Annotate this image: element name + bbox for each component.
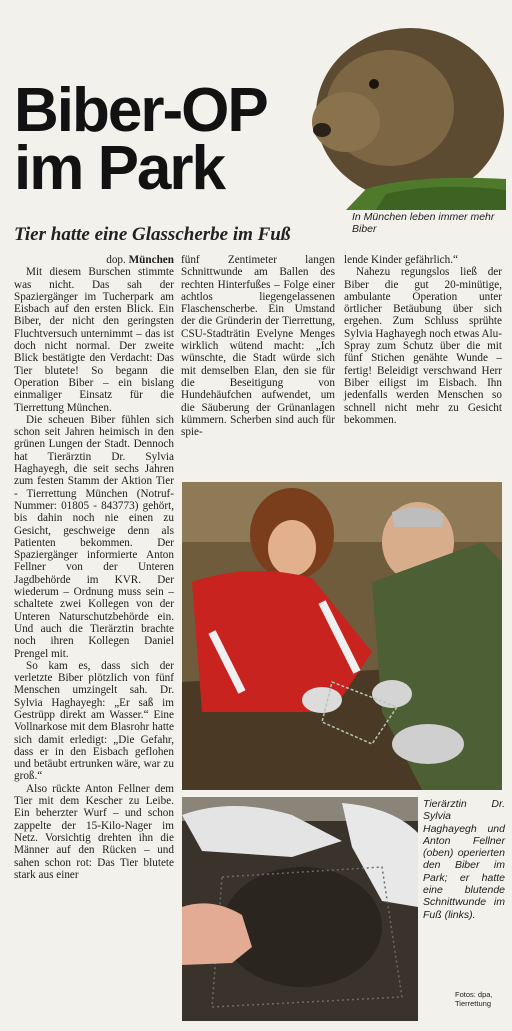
rescue-photo <box>182 482 502 790</box>
photo-caption: Tierärztin Dr. Sylvia Haghayegh und Anton Fellner (oben) operierten den Biber im Park; er hatte eine blutende Schnittwunde im Fuß (links). <box>423 798 505 921</box>
paragraph: So kam es, dass sich der verletzte Biber plötzlich von fünf Menschen umzingelt sah. Dr. Sylvia Haghayegh: „Er saß im Gestrüpp direkt am Wasser.“ Eine Vollnarkose mit dem Blasrohr hatte sich damit erledigt: „Die Gefahr, dass er in den Eisbach geflohen und betäubt ertrunken wäre, war zu groß.“ <box>14 659 174 783</box>
paragraph: Die scheuen Biber fühlen sich schon seit Jahren heimisch in den grünen Lungen der Stadt. Dennoch hat Tierärztin Dr. Sylvia Haghayegh, die seit sechs Jahren zum festen Stamm der Aktion Tier - Tierrettung München (Notruf-Nummer: 01805 - 843773) gehört, bis dahin noch nie einen zu Gesicht, geschweige denn als Patienten bekommen. Der Spaziergänger informierte Anton Fellner von der Unteren Jagdbehörde im KVR. Der wiederum – Ordnung muss sein – schaltete zwei Kollegen von der Unteren Naturschutzbehörde ein. Und auch die Tierärztin brachte noch ihren Kollegen Daniel Prengel mit. <box>14 413 174 660</box>
beaver-photo-caption: In München leben immer mehr Biber <box>352 211 495 235</box>
article-column-3 <box>344 254 502 426</box>
surgery-photo <box>182 797 418 1021</box>
beaver-photo <box>306 4 506 210</box>
headline <box>14 76 267 203</box>
paragraph: Also rückte Anton Fellner dem Tier mit dem Kescher zu Leibe. Ein beherzter Wurf – und schon zappelte der 15-Kilo-Nager im Netz. Vorsichtig drehten ihn die Männer auf den Rücken – und sahen schon rot: Das Tier blutete stark aus einer <box>14 782 174 881</box>
headline-line-1: Biber-OP <box>14 76 267 145</box>
paragraph: Mit diesem Burschen stimmte was nicht. Das sah der Spaziergänger im Tucherpark am Eisbach auf den ersten Blick. Ein Biber, der nicht den geringsten Fluchtversuch unternimmt – das ist doch nicht normal. Der zweite Blick bestätigte den Verdacht: Das Tier blutete! So begann die Operation Biber – ein bislang einmaliger Einsatz für die Tierrettung München. <box>14 266 174 414</box>
article-column-2 <box>181 254 335 438</box>
photo-credit <box>455 990 507 1008</box>
paragraph: Nahezu regungslos ließ der Biber die gut 20-minütige, ambulante Operation unter örtlicher Betäubung über sich ergehen. Zum Schluss sprühte Sylvia Haghayegh noch etwas Alu-Spray zum Schutz über die mit fünf Stichen genähte Wunde – fertig! Beleidigt verschwand Herr Biber eiligst im Eisbach. Ihn jedenfalls werden Menschen so schnell nicht mehr zu Gesicht bekommen. <box>344 266 502 426</box>
photo-credit-line-2: Tierrettung <box>455 999 491 1008</box>
article-column-1 <box>14 254 174 881</box>
paragraph: fünf Zentimeter langen Schnittwunde am Ballen des rechten Hinterfußes – Folge einer achtlos liegengelassenen Flaschenscherbe. Ein Umstand der die Gründerin der Tierrettung, CSU-Stadträtin Evelyne Menges wirklich wütend macht: „Ich wünschte, die Stadt würde sich mit demselben Elan, den sie für die Beseitigung von Hundehäufchen aufwendet, um die Säuberung der Grünanlagen kümmern. Scherben sind auch für spie- <box>181 254 335 439</box>
photo-credit-line-1: Fotos: dpa, <box>455 990 493 999</box>
subheadline: Tier hatte eine Glasscherbe im Fuß <box>14 224 291 245</box>
dateline <box>106 254 174 266</box>
headline-line-2: im Park <box>14 134 225 203</box>
paragraph: lende Kinder gefährlich.“ <box>344 254 458 266</box>
dateline-city: München <box>128 254 174 266</box>
dateline-source: dop. <box>106 254 126 266</box>
